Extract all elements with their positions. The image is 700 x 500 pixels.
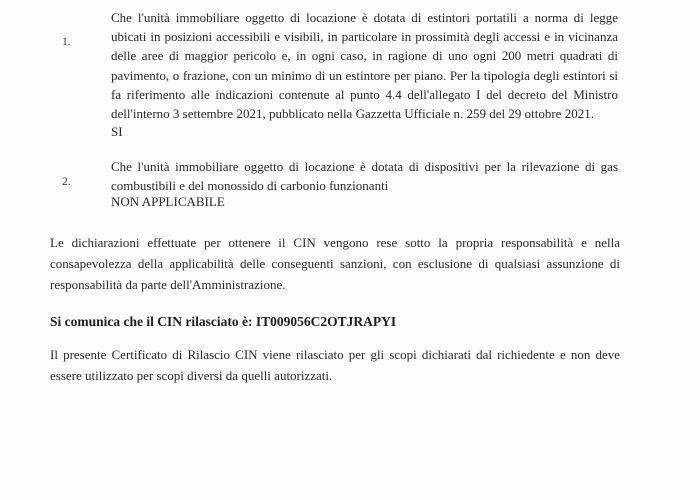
cin-code: IT009056C2OTJRAPYI [255, 314, 397, 329]
item-text-2: Che l'unità immobiliare oggetto di locazione è dotata di dispositivi per la rilevazione di gas combustibili e del monossido di carbonio funzionanti [111, 159, 618, 194]
item-number-1: 1. [62, 36, 71, 48]
item-text-1: Che l'unità immobiliare oggetto di locazione è dotata di estintori portatili a norma di legge ubicati in posizioni accessibili e visibili, in particolare in prossimità degli accessi e in vicinanza delle aree di maggior pericolo e, in ogni caso, in ragione di uno ogni 200 metri quadrati di pavimento, o frazione, con un minimo di un estintore per piano. Per la tipologia degli estintori si fa riferimento alle indicazioni contenute al punto 4.4 dell'allegato I del decreto del Ministro dell'interno 3 settembre 2021, pubblicato nella Gazzetta Ufficiale n. 259 del 29 ottobre 2021. [111, 10, 618, 122]
item-answer-2: NON APPLICABILE [111, 194, 225, 209]
item-number-2: 2. [62, 176, 71, 188]
cin-statement [50, 314, 396, 330]
declaration-paragraph: Le dichiarazioni effettuate per ottenere il CIN vengono rese sotto la propria responsabilità e nella consapevolezza della applicabilità delle conseguenti sanzioni, con esclusione di qualsiasi assunzione di responsabilità da parte dell'Amministrazione. [50, 235, 620, 292]
final-paragraph: Il presente Certificato di Rilascio CIN viene rilasciato per gli scopi dichiarati dal richiedente e non deve essere utilizzato per scopi diversi da quelli autorizzati. [50, 347, 620, 383]
item-answer-1: SI [111, 124, 123, 139]
cin-label: Si comunica che il CIN rilasciato è: [50, 314, 253, 329]
